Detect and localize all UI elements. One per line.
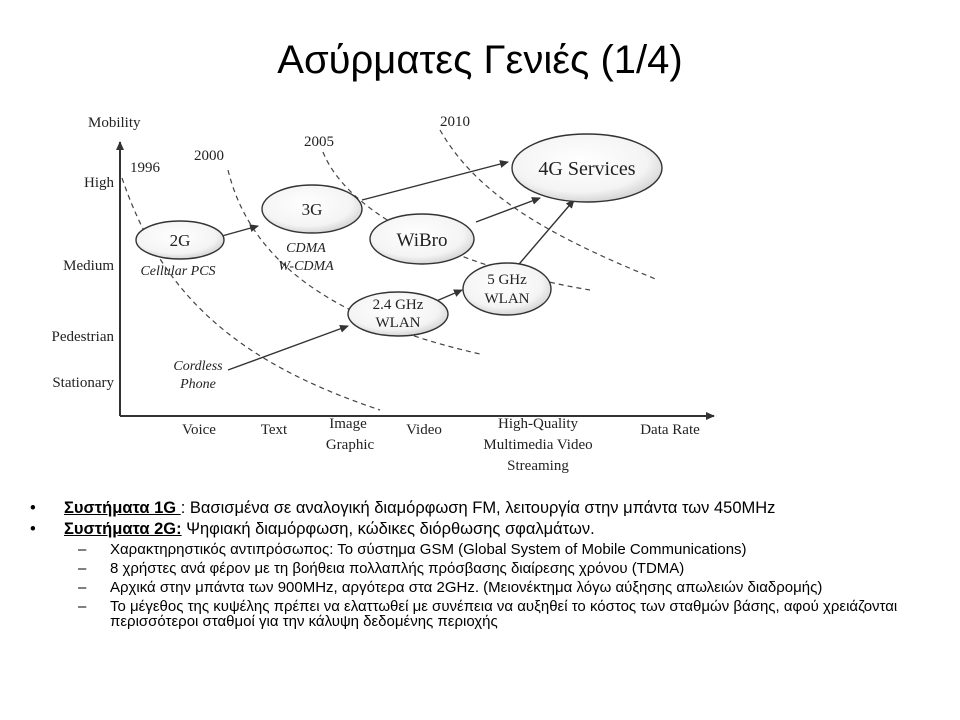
x-level-image: Image	[329, 416, 367, 432]
node-wibro-label: WiBro	[396, 230, 448, 251]
x-level-text: Text	[260, 422, 288, 438]
node-wlan-5ghz	[463, 263, 551, 315]
bullet-marker: •	[30, 520, 36, 538]
subbullet-gsm	[30, 542, 930, 557]
subbullet-tdma-text: 8 χρήστες ανά φέρον με τη βοήθεια πολλαπλής πρόσβασης διαίρεσης χρόνου (TDMA)	[110, 560, 685, 577]
bullet-marker: •	[30, 499, 36, 517]
x-level-multimedia-video: Multimedia Video	[483, 437, 593, 453]
bullet-1g	[30, 500, 930, 517]
bullet-2g-text: Ψηφιακή διαμόρφωση, κώδικες διόρθωσης σφαλμάτων.	[181, 520, 595, 538]
bullet-1g-label: Συστήματα 1G	[64, 499, 181, 517]
node-4g-label: 4G Services	[538, 158, 636, 180]
caption-cdma: CDMA	[286, 241, 326, 256]
bullet-2g-label: Συστήματα 2G:	[64, 520, 182, 538]
dash-marker: –	[78, 579, 87, 596]
x-level-graphic: Graphic	[325, 437, 375, 453]
node-wlan5-line1: 5 GHz	[487, 272, 527, 288]
x-level-video: Video	[406, 422, 442, 438]
y-level-high: High	[84, 175, 114, 191]
x-level-voice: Voice	[182, 422, 216, 438]
arrow-3g-4g	[362, 162, 508, 200]
dash-marker: –	[78, 598, 87, 615]
y-level-pedestrian: Pedestrian	[51, 329, 114, 345]
slide-title: Ασύρματες Γενιές (1/4)	[277, 38, 683, 82]
arrow-cordless-24ghz	[228, 326, 348, 370]
bullet-1g-text: Βασισμένα σε αναλογική διαμόρφωση FM, λειτουργία στην μπάντα των 450MHz	[185, 499, 776, 517]
caption-phone: Phone	[180, 377, 216, 392]
year-2010: 2010	[440, 114, 470, 130]
bullet-1g-separator: :	[180, 499, 186, 517]
subbullet-band-text: Αρχικά στην μπάντα των 900MHz, αργότερα στα 2GHz. (Μειονέκτημα λόγω αύξησης απωλειών διαδρομής)	[110, 579, 823, 596]
y-level-medium: Medium	[63, 258, 114, 274]
caption-cordless: Cordless	[173, 359, 223, 374]
caption-cellular-pcs: Cellular PCS	[140, 264, 216, 279]
node-2g-label: 2G	[169, 231, 191, 250]
bullet-2g	[30, 521, 930, 538]
year-2000: 2000	[194, 148, 224, 164]
subbullet-cell-size-text: Το μέγεθος της κυψέλης πρέπει να ελαττωθεί με συνέπεια να αυξηθεί το κόστος των σταθμών βάσης, αφού χρειάζονται περισσότεροι σταθμοί για την κάλυψη δεδομένης περιοχής	[110, 598, 898, 630]
year-1996: 1996	[130, 160, 160, 176]
bullet-list	[30, 500, 930, 633]
node-wlan24-line1: 2.4 GHz	[372, 297, 424, 313]
subbullet-gsm-text: Χαρακτηρηστικός αντιπρόσωπος: Το σύστημα GSM (Global System of Mobile Communications)	[110, 541, 747, 558]
y-axis-title: Mobility	[88, 115, 141, 131]
x-level-high-quality: High-Quality	[498, 416, 578, 432]
node-wlan5-line2: WLAN	[484, 291, 530, 307]
year-2005: 2005	[304, 134, 334, 150]
arrow-2g-3g	[222, 226, 258, 236]
y-level-stationary: Stationary	[52, 375, 114, 391]
arrow-5ghz-4g	[514, 200, 574, 270]
x-axis-title: Data Rate	[640, 422, 700, 438]
x-level-streaming: Streaming	[507, 458, 569, 474]
node-3g-label: 3G	[301, 200, 323, 219]
subbullet-cell-size	[30, 599, 930, 629]
caption-w-cdma: W-CDMA	[278, 259, 334, 274]
subbullet-band	[30, 580, 930, 595]
dash-marker: –	[78, 541, 87, 558]
subbullet-tdma	[30, 561, 930, 576]
node-wlan24-line2: WLAN	[375, 315, 421, 331]
dash-marker: –	[78, 560, 87, 577]
